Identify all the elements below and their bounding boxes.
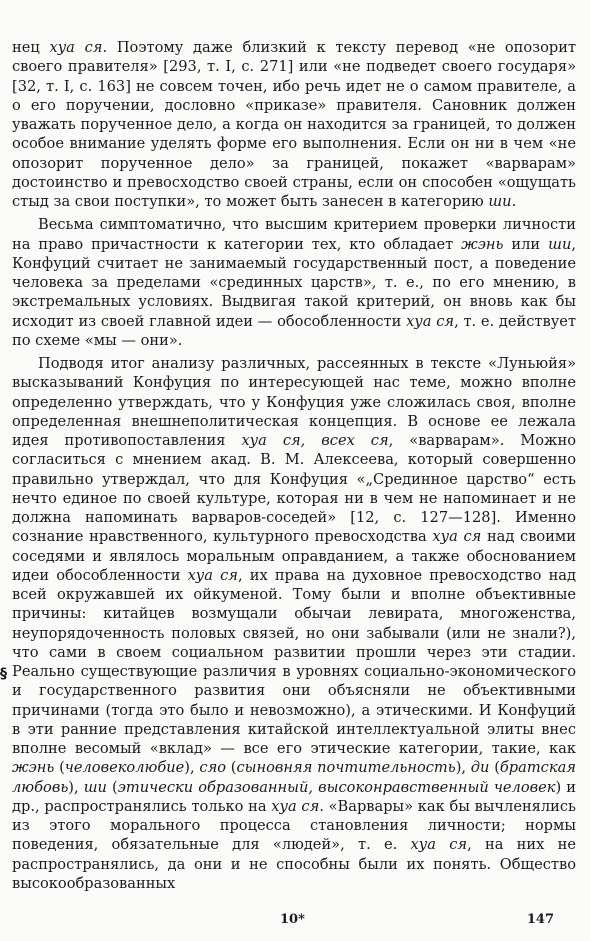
text-run: нец — [12, 39, 50, 56]
italic-term: сыновняя почтительность — [236, 759, 456, 777]
text-run: над своими соседями и являлось моральным оправданием, а также обоснованием идеи обособленности — [12, 528, 577, 584]
italic-term: хуа ся — [410, 836, 468, 854]
margin-mark: § — [0, 666, 7, 682]
text-run: ), — [455, 759, 471, 777]
italic-term: хуа ся — [49, 39, 103, 56]
italic-term: ши — [488, 193, 512, 210]
printer-signature: 10* — [280, 912, 305, 927]
paragraph-3 — [12, 354, 576, 893]
text-run: , «варварам». Можно согласиться с мнением акад. В. М. Алексеева, который совершенно правильно утверждал, что для Конфуция «„Срединное царство“ есть нечто единое по своей культуре, которая ни в чем не напоминает и не должна напоминать варваров-соседей» [12, с. 127—128]. Именно сознание нравственного, культурного превосходства — [12, 432, 576, 546]
italic-term: ди — [470, 759, 490, 777]
text-run: Весьма симптоматично, что высшим критерием проверки личности на право причастности к категории тех, кто обладает — [12, 216, 576, 253]
paragraph-1 — [12, 38, 576, 211]
text-run: ) и др., распространялись только на — [12, 778, 576, 815]
text-run: . Поэтому даже близкий к тексту перевод «не опозорит своего правителя» [293, т. I, с. 271] или «не подведет своего государя» [32, т. I, с. 163] не совсем точен, ибо речь идет не о самом правителе, а о его поручении, дословно «приказе» правителя. Сановник должен уважать порученное дело, а когда он находится за границей, то должен особое внимание уделять форме его выполнения. Если он ни в чем «не опозорит порученное дело» за границей, покажет «варварам» достоинство и превосходство своей страны, если он способен «ощущать стыд за свои поступки», то может быть занесен в категорию — [12, 39, 577, 210]
text-run: ( — [54, 759, 65, 777]
text-run: , т. е. действует по схеме «мы — они». — [12, 312, 577, 349]
page-number: 147 — [526, 912, 554, 927]
italic-term: жэнь — [12, 759, 55, 777]
italic-term: братская любовь — [12, 759, 576, 796]
text-run: , на них не распространялись, да они и не способны были их понять. Общество высокообразованных — [12, 836, 576, 892]
italic-term: хуа ся — [432, 528, 482, 546]
italic-term: ши — [548, 235, 572, 253]
text-run: . «Варвары» как бы вычленялись из этого морального процесса становления личности; нормы поведения, обязательные для «людей», т. е. — [12, 797, 576, 854]
text-run: ( — [106, 778, 118, 796]
italic-term: человеколюбие — [64, 759, 185, 777]
text-run: или — [503, 235, 549, 253]
text-run: ( — [489, 759, 500, 777]
page-footer — [0, 912, 590, 934]
italic-term: хуа ся — [271, 797, 320, 815]
italic-term: хуа ся — [187, 566, 238, 584]
italic-term: сяо — [199, 759, 227, 777]
text-run: , Конфуций считает не занимаемый государственный пост, а поведение человека за пределами «срединных царств», т. е., по его мнению, в экстремальных условиях. Выдвигая такой критерий, он вновь как бы исходит из своей главной идеи — обособленности — [12, 235, 576, 330]
text-run: . — [511, 193, 517, 210]
text-run: ), — [184, 759, 200, 777]
paragraph-2 — [12, 215, 576, 350]
text-run: ), — [68, 778, 84, 796]
italic-term: ши — [83, 778, 107, 796]
italic-term: этически образованный, высоконравственный человек — [117, 778, 556, 796]
text-run: Подводя итог анализу различных, рассеянных в тексте «Луньюйя» высказываний Конфуция по интересующей нас теме, можно вполне определенно утверждать, что у Конфуция уже сложилась своя, вполне определенная внешнеполитическая концепция. В основе ее лежала идея противопоставления — [12, 355, 576, 449]
text-run: ( — [226, 759, 237, 777]
text-run: , их права на духовное превосходство над всей окружавшей их ойкуменой. Тому были и вполне объективные причины: китайцев возмущали обычаи левирата, многоженства, неупорядоченность половых связей, но они забывали (или не знали?), что сами в своем социальном развитии прошли через эти стадии. Реально существующие различия в уровнях социально-экономического и государственного развития они объясняли не объективными причинами (тогда это было и невозможно), а этическими. И Конфуций в эти ранние представления китайской интеллектуальной элиты внес вполне весомый «вклад» — все его этические категории, такие, как — [12, 566, 576, 757]
italic-term: хуа ся — [406, 312, 455, 330]
italic-term: хуа ся, всех ся — [241, 432, 389, 449]
italic-term: жэнь — [461, 235, 504, 253]
body-text — [12, 38, 576, 893]
